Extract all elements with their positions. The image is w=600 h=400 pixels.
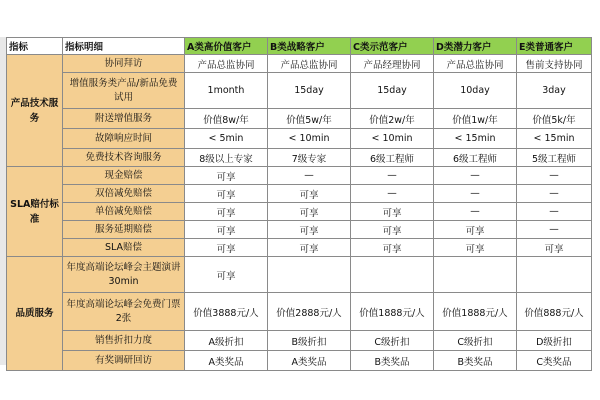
header-tier-d[interactable]: D类潜力客户 bbox=[434, 38, 517, 55]
value-cell[interactable]: — bbox=[351, 185, 434, 203]
detail-cell[interactable]: 双倍减免赔偿 bbox=[63, 185, 185, 203]
value-cell[interactable]: A级折扣 bbox=[185, 331, 268, 351]
value-cell[interactable]: 产品总监协同 bbox=[268, 55, 351, 73]
table-row bbox=[7, 167, 592, 185]
value-cell[interactable]: 7级专家 bbox=[268, 149, 351, 167]
value-cell[interactable]: 价值3888元/人 bbox=[185, 293, 268, 331]
value-cell[interactable]: 产品总监协同 bbox=[185, 55, 268, 73]
value-cell[interactable]: 可享 bbox=[351, 221, 434, 239]
value-cell[interactable]: A类奖品 bbox=[185, 351, 268, 371]
table-row bbox=[7, 221, 592, 239]
detail-cell[interactable]: SLA赔偿 bbox=[63, 239, 185, 257]
value-cell[interactable]: C级折扣 bbox=[351, 331, 434, 351]
value-cell[interactable]: B级折扣 bbox=[268, 331, 351, 351]
value-cell[interactable]: 6级工程师 bbox=[434, 149, 517, 167]
value-cell[interactable]: 价值2888元/人 bbox=[268, 293, 351, 331]
table-row bbox=[7, 149, 592, 167]
value-cell[interactable]: 可享 bbox=[185, 167, 268, 185]
detail-cell[interactable]: 增值服务类产品/新品免费试用 bbox=[63, 73, 185, 109]
value-cell[interactable]: < 10min bbox=[268, 129, 351, 149]
header-tier-b[interactable]: B类战略客户 bbox=[268, 38, 351, 55]
value-cell[interactable]: < 15min bbox=[434, 129, 517, 149]
value-cell[interactable] bbox=[268, 257, 351, 293]
value-cell[interactable]: 价值1888元/人 bbox=[351, 293, 434, 331]
value-cell[interactable]: B类奖品 bbox=[434, 351, 517, 371]
value-cell[interactable]: — bbox=[517, 221, 592, 239]
value-cell[interactable]: 可享 bbox=[185, 203, 268, 221]
value-cell[interactable]: — bbox=[517, 203, 592, 221]
value-cell[interactable]: 10day bbox=[434, 73, 517, 109]
detail-cell[interactable]: 故障响应时间 bbox=[63, 129, 185, 149]
header-tier-e[interactable]: E类普通客户 bbox=[517, 38, 592, 55]
value-cell[interactable]: — bbox=[268, 167, 351, 185]
value-cell[interactable]: C级折扣 bbox=[434, 331, 517, 351]
value-cell[interactable] bbox=[434, 257, 517, 293]
value-cell[interactable]: 售前支持协同 bbox=[517, 55, 592, 73]
value-cell[interactable]: 可享 bbox=[185, 239, 268, 257]
value-cell[interactable]: 可享 bbox=[268, 239, 351, 257]
table-row bbox=[7, 203, 592, 221]
value-cell[interactable]: 价值2w/年 bbox=[351, 109, 434, 129]
value-cell[interactable]: — bbox=[434, 203, 517, 221]
header-tier-c[interactable]: C类示范客户 bbox=[351, 38, 434, 55]
table-row bbox=[7, 293, 592, 331]
table-row bbox=[7, 257, 592, 293]
header-indicator[interactable]: 指标 bbox=[7, 38, 63, 55]
value-cell[interactable]: 1month bbox=[185, 73, 268, 109]
value-cell[interactable]: — bbox=[434, 185, 517, 203]
value-cell[interactable]: 可享 bbox=[185, 221, 268, 239]
value-cell[interactable]: 15day bbox=[351, 73, 434, 109]
value-cell[interactable]: 可享 bbox=[268, 203, 351, 221]
detail-cell[interactable]: 免费技术咨询服务 bbox=[63, 149, 185, 167]
table-row bbox=[7, 55, 592, 73]
table-row bbox=[7, 239, 592, 257]
value-cell[interactable] bbox=[351, 257, 434, 293]
value-cell[interactable]: 15day bbox=[268, 73, 351, 109]
detail-cell[interactable]: 附送增值服务 bbox=[63, 109, 185, 129]
value-cell[interactable]: 价值8w/年 bbox=[185, 109, 268, 129]
detail-cell[interactable]: 单倍减免赔偿 bbox=[63, 203, 185, 221]
value-cell[interactable]: 可享 bbox=[434, 239, 517, 257]
table-row bbox=[7, 73, 592, 109]
value-cell[interactable]: — bbox=[434, 167, 517, 185]
value-cell[interactable]: 可享 bbox=[268, 221, 351, 239]
detail-cell[interactable]: 服务延期赔偿 bbox=[63, 221, 185, 239]
value-cell[interactable]: A类奖品 bbox=[268, 351, 351, 371]
value-cell[interactable]: 价值1888元/人 bbox=[434, 293, 517, 331]
value-cell[interactable]: C类奖品 bbox=[517, 351, 592, 371]
value-cell[interactable]: D级折扣 bbox=[517, 331, 592, 351]
value-cell[interactable]: 可享 bbox=[268, 185, 351, 203]
value-cell[interactable]: 可享 bbox=[517, 239, 592, 257]
category-quality[interactable]: 品质服务 bbox=[7, 257, 63, 371]
value-cell[interactable]: < 10min bbox=[351, 129, 434, 149]
value-cell[interactable]: — bbox=[517, 185, 592, 203]
value-cell[interactable]: 价值1w/年 bbox=[434, 109, 517, 129]
header-row bbox=[7, 38, 592, 55]
table-row bbox=[7, 109, 592, 129]
value-cell[interactable]: 产品经理协同 bbox=[351, 55, 434, 73]
value-cell[interactable]: 可享 bbox=[185, 257, 268, 293]
value-cell[interactable]: — bbox=[351, 167, 434, 185]
value-cell[interactable]: 6级工程师 bbox=[351, 149, 434, 167]
table-row bbox=[7, 129, 592, 149]
value-cell[interactable]: 可享 bbox=[434, 221, 517, 239]
detail-cell[interactable]: 有奖调研回访 bbox=[63, 351, 185, 371]
table-row bbox=[7, 351, 592, 371]
value-cell[interactable]: 可享 bbox=[351, 203, 434, 221]
detail-cell[interactable]: 销售折扣力度 bbox=[63, 331, 185, 351]
category-product[interactable]: 产品技术服务 bbox=[7, 55, 63, 167]
detail-cell[interactable]: 现金赔偿 bbox=[63, 167, 185, 185]
value-cell[interactable]: 价值5w/年 bbox=[268, 109, 351, 129]
value-cell[interactable] bbox=[517, 257, 592, 293]
value-cell[interactable]: < 15min bbox=[517, 129, 592, 149]
value-cell[interactable]: 可享 bbox=[351, 239, 434, 257]
detail-cell[interactable]: 年度高端论坛峰会免费门票2张 bbox=[63, 293, 185, 331]
detail-cell[interactable]: 协同拜访 bbox=[63, 55, 185, 73]
header-tier-a[interactable]: A类高价值客户 bbox=[185, 38, 268, 55]
header-detail[interactable]: 指标明细 bbox=[63, 38, 185, 55]
value-cell[interactable]: 8级以上专家 bbox=[185, 149, 268, 167]
value-cell[interactable]: 可享 bbox=[185, 185, 268, 203]
detail-cell[interactable]: 年度高端论坛峰会主题演讲30min bbox=[63, 257, 185, 293]
table-row bbox=[7, 331, 592, 351]
value-cell[interactable]: — bbox=[517, 167, 592, 185]
value-cell[interactable]: 价值5k/年 bbox=[517, 109, 592, 129]
service-tier-table bbox=[6, 37, 592, 371]
value-cell[interactable]: 产品总监协同 bbox=[434, 55, 517, 73]
value-cell[interactable]: B类奖品 bbox=[351, 351, 434, 371]
value-cell[interactable]: < 5min bbox=[185, 129, 268, 149]
value-cell[interactable]: 3day bbox=[517, 73, 592, 109]
value-cell[interactable]: 5级工程师 bbox=[517, 149, 592, 167]
category-sla[interactable]: SLA赔付标准 bbox=[7, 167, 63, 257]
table-row bbox=[7, 185, 592, 203]
value-cell[interactable]: 价值888元/人 bbox=[517, 293, 592, 331]
